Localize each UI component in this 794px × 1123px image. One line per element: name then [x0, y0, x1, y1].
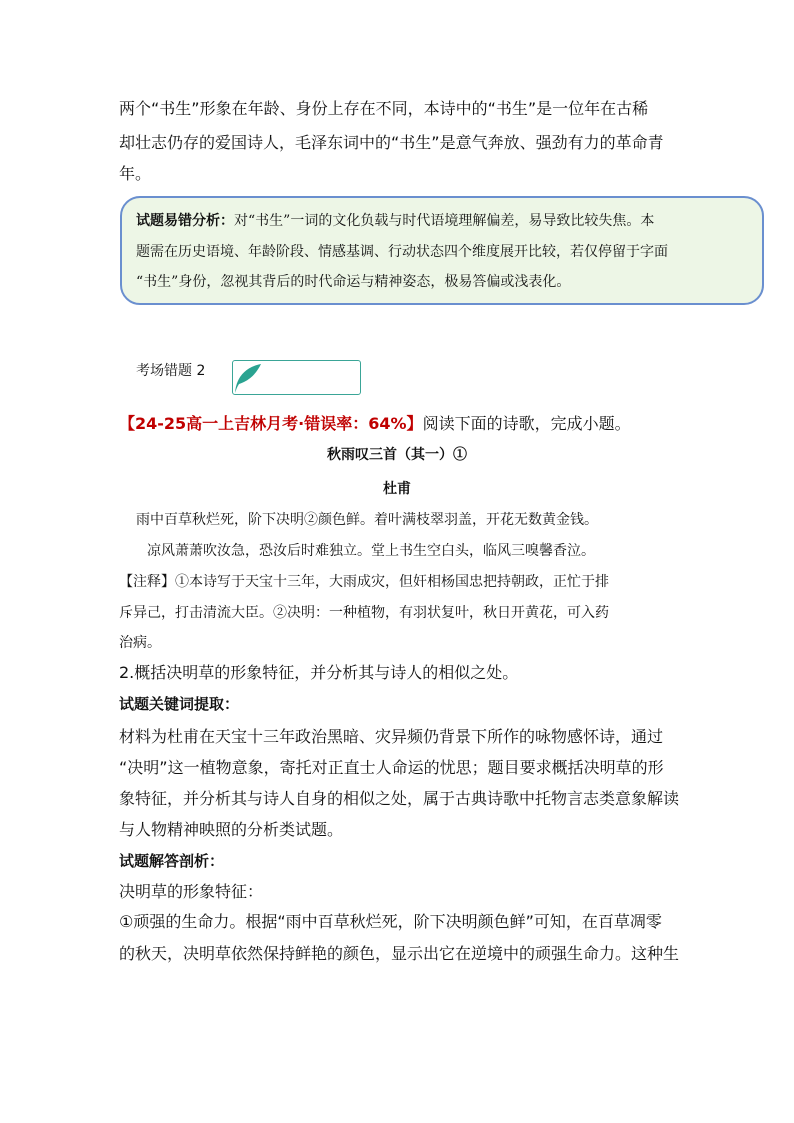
- poem-line: 雨中百草秋烂死，阶下决明②颜色鲜。着叶满枝翠羽盖，开花无数黄金钱。: [136, 512, 598, 528]
- error-analysis-text: 对“书生”一词的文化负载与时代语境理解偏差，易导致比较失焦。本: [234, 213, 655, 229]
- keyword-line: 材料为杜甫在天宝十三年政治黑暗、灾异频仍背景下所作的咏物感怀诗，通过: [119, 727, 664, 746]
- exam-tab-label: 考场错题 2: [136, 363, 206, 379]
- keyword-line: “决明”这一植物意象，寄托对正直士人命运的忧思；题目要求概括决明草的形: [119, 758, 664, 777]
- intro-line: 年。: [119, 164, 152, 183]
- answer-subheading: 决明草的形象特征：: [119, 882, 264, 901]
- error-analysis-label: 试题易错分析：: [136, 213, 234, 229]
- question-instruction: 阅读下面的诗歌，完成小题。: [422, 414, 631, 433]
- keyword-line: 象特征，并分析其与诗人自身的相似之处，属于古典诗歌中托物言志类意象解读: [119, 789, 680, 808]
- answer-line: ①顽强的生命力。根据“雨中百草秋烂死，阶下决明颜色鲜”可知，在百草凋零: [119, 912, 662, 931]
- error-analysis-box: [120, 196, 764, 305]
- intro-line: 却壮志仍存的爱国诗人，毛泽东词中的“书生”是意气奔放、强劲有力的革命青: [119, 133, 664, 152]
- answer-line: 的秋天，决明草依然保持鲜艳的颜色，显示出它在逆境中的顽强生命力。这种生: [119, 944, 680, 963]
- keyword-heading: 试题关键词提取：: [119, 695, 240, 713]
- intro-line: 两个“书生”形象在年龄、身份上存在不同，本诗中的“书生”是一位年在古稀: [119, 99, 649, 118]
- error-analysis-line: 题需在历史语境、年龄阶段、情感基调、行动状态四个维度展开比较，若仅停留于字面: [136, 244, 668, 260]
- question-header: [119, 414, 631, 434]
- leaf-icon: [233, 362, 263, 394]
- poem-line: 凉风萧萧吹汝急，恐汝后时难独立。堂上书生空白头，临风三嗅馨香泣。: [147, 543, 595, 559]
- keyword-line: 与人物精神映照的分析类试题。: [119, 820, 344, 839]
- poem-title: 秋雨叹三首（其一）①: [327, 447, 467, 463]
- question-text: 2.概括决明草的形象特征，并分析其与诗人的相似之处。: [119, 663, 519, 682]
- error-analysis-line: [136, 212, 654, 230]
- answer-heading: 试题解答剖析：: [119, 852, 225, 870]
- note-line: 【注释】①本诗写于天宝十三年，大雨成灾，但奸相杨国忠把持朝政，正忙于排: [119, 574, 609, 590]
- poem-author: 杜甫: [383, 481, 411, 497]
- note-line: 治病。: [119, 635, 161, 651]
- error-analysis-line: “书生”身份，忽视其背后的时代命运与精神姿态，极易答偏或浅表化。: [136, 274, 571, 290]
- exam-tab-box: [232, 360, 361, 395]
- note-line: 斥异己，打击清流大臣。②决明：一种植物，有羽状复叶，秋日开黄花，可入药: [119, 605, 609, 621]
- question-source: 【24-25高一上吉林月考·错误率：64%】: [119, 414, 423, 433]
